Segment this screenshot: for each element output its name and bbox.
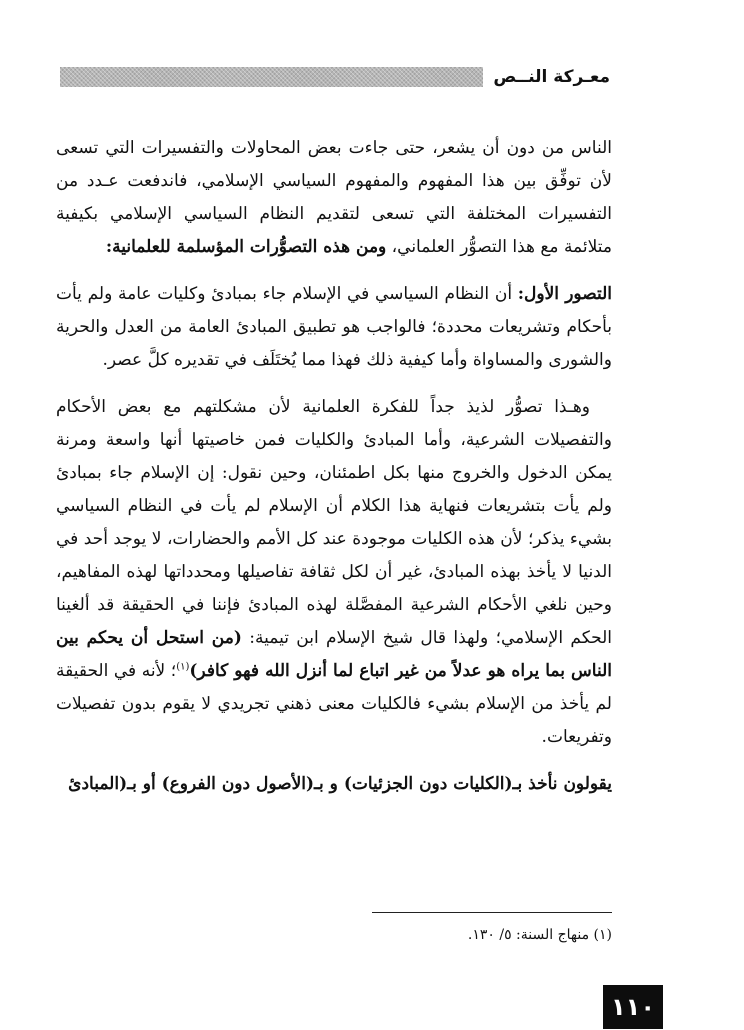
paragraph-4	[56, 768, 612, 801]
footnote-divider	[372, 912, 612, 913]
body-text	[56, 132, 612, 811]
paragraph-3-quote: (من استحل أن يحكم بين الناس بما يراه هو عدلاً من غير اتباع لما أنزل الله فهو كافر)	[56, 628, 612, 681]
paragraph-4-bold-3: (المبادئ	[68, 774, 128, 794]
footnote-reference: (١)	[176, 661, 190, 673]
paragraph-3	[56, 391, 612, 754]
footnote: (١) منهاج السنة: ٥/ ١٣٠.	[467, 927, 612, 943]
paragraph-1	[56, 132, 612, 264]
paragraph-4-start: يقولون نأخذ بـ	[512, 774, 612, 794]
paragraph-4-bold-1: (الكليات دون الجزئيات)	[343, 774, 513, 794]
header-title: معـركة النــص	[493, 67, 610, 87]
page-number: ١١٠	[603, 985, 663, 1029]
paragraph-4-bold-2: (الأصول دون الفروع)	[161, 774, 315, 794]
paragraph-4-mid: و بـ	[314, 774, 344, 794]
header-decorative-bar	[60, 67, 483, 87]
paragraph-3-text: وهـذا تصوُّر لذيذ جداً للفكرة العلمانية لأن مشكلتهم مع بعض الأحكام والتفصيلات الشرعية، وأما المبادئ والكليات فمن خاصيتها أنها واسعة ومرنة يمكن الدخول والخروج منها بكل اطمئنان، وحين نقول: إن الإسلام جاء بمبادئ ولم يأت بتشريعات فنهاية هذا الكلام أن الإسلام لم يأت في النظام السياسي بشيء يذكر؛ لأن هذه الكليات موجودة عند كل الأمم والحضارات، لا يوجد أحد في الدنيا لا يأخذ بهذه المبادئ، غير أن لكل ثقافة تفاصيلها ومحدداتها لهذه المفاهيم، وحين نلغي الأحكام الشرعية المفصَّلة لهذه المبادئ فإننا في الحقيقة قد ألغينا الحكم الإسلامي؛ ولهذا قال شيخ الإسلام ابن تيمية:	[56, 397, 613, 648]
running-header	[54, 62, 610, 92]
paragraph-1-bold: ومن هذه التصوُّرات المؤسلمة للعلمانية:	[105, 237, 387, 257]
paragraph-3-end: ؛ لأنه في الحقيقة لم يأخذ من الإسلام بشيء فالكليات معنى ذهني تجريدي لا يقوم بدون تفصيلات وتفريعات.	[56, 661, 612, 747]
paragraph-2	[56, 278, 612, 377]
paragraph-1-text: الناس من دون أن يشعر، حتى جاءت بعض المحاولات والتفسيرات التي تسعى لأن توفِّق بين هذا المفهوم والمفهوم السياسي الإسلامي، فاندفعت عـدد من التفسيرات المختلفة التي تسعى لتقديم النظام السياسي الإسلامي بكيفية متلائمة مع هذا التصوُّر العلماني،	[56, 138, 612, 257]
paragraph-2-text: أن النظام السياسي في الإسلام جاء بمبادئ وكليات عامة ولم يأت بأحكام وتشريعات محددة؛ فالواجب هو تطبيق المبادئ العامة من العدل والحرية والشورى والمساواة وأما كيفية ذلك فهذا مما يُختَلَف في تقديره كلَّ عصر.	[56, 284, 612, 370]
paragraph-2-heading: التصور الأول:	[517, 284, 612, 304]
paragraph-4-mid-2: أو بـ	[127, 774, 162, 794]
